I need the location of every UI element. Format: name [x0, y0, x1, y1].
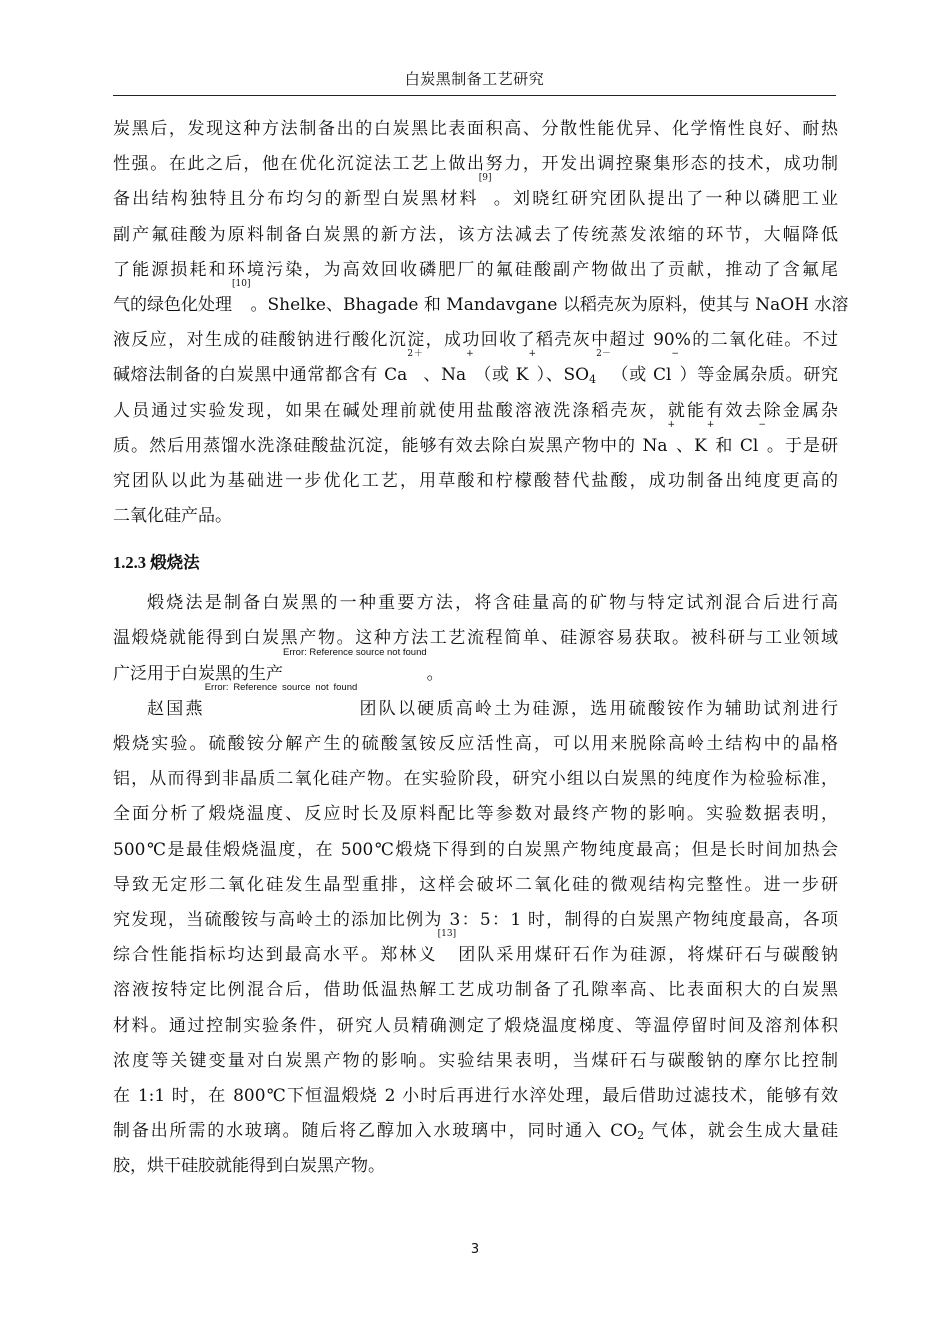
text-line: 炭黑后，发现这种方法制备出的白炭黑比表面积高、分散性能优异、化学惰性良好、耐热 — [113, 119, 838, 139]
text-line: 究发现，当硫酸铵与高岭土的添加比例为 3：5：1 时，制得的白炭黑产物纯度最高，各项 — [113, 909, 838, 930]
paragraph-precipitation-continued — [113, 112, 849, 534]
text-line: 广泛用于白炭黑的生产$^{Error: Reference source not found}$。 — [113, 646, 444, 684]
section-heading: 1.2.3 煅烧法 — [113, 553, 200, 573]
text-line: 制备出所需的水玻璃。随后将乙醇加入水玻璃中，同时通入 $CO_2$ 气体，就会生成大量硅 — [113, 1121, 838, 1143]
text-line: 性强。在此之后，他在优化沉淀法工艺上做出努力，开发出调控聚集形态的技术，成功制 — [113, 154, 838, 175]
text-line: 质。然后用蒸馏水洗涤硅酸盐沉淀，能够有效去除白炭黑产物中的 Na+、K+和 Cl−。于是研 — [113, 419, 839, 456]
text-line: 了能源损耗和环境污染，为高效回收磷肥厂的氟硅酸副产物做出了贡献，推动了含氟尾 — [113, 259, 838, 280]
running-header: 白炭黑制备工艺研究 — [404, 70, 545, 88]
text-line: 液反应，对生成的硅酸钠进行酸化沉淀，成功回收了稻壳灰中超过 90%的二氧化硅。不过 — [113, 330, 838, 351]
text-line: 赵国燕$^{Error: Reference source not found}$团队以硬质高岭土为硅源，选用硫酸铵作为辅助试剂进行 — [147, 681, 839, 719]
text-line: 煅烧实验。硫酸铵分解产生的硫酸氢铵反应活性高，可以用来脱除高岭土结构中的晶格 — [113, 734, 838, 754]
text-line: 浓度等关键变量对白炭黑产物的影响。实验结果表明，当煤矸石与碳酸钠的摩尔比控制 — [113, 1050, 838, 1071]
citation-ref[interactable]: [9] — [478, 173, 492, 184]
text-line: 副产氟硅酸为原料制备白炭黑的新方法，该方法减去了传统蒸发浓缩的环节，大幅降低 — [113, 224, 838, 245]
header-rule — [113, 95, 836, 96]
page-number: 3 — [470, 1242, 480, 1257]
text-line: 煅烧法是制备白炭黑的一种重要方法，将含硅量高的矿物与特定试剂混合后进行高 — [147, 593, 838, 614]
text-line: 温煅烧就能得到白炭黑产物。这种方法工艺流程简单、硅源容易获取。被科研与工业领域 — [113, 628, 838, 649]
text-line: 人员通过实验发现，如果在碱处理前就使用盐酸溶液洗涤稻壳灰，就能有效去除金属杂 — [113, 400, 838, 421]
text-line: 材料。通过控制实验条件，研究人员精确测定了煅烧温度梯度、等温停留时间及溶剂体积 — [113, 1015, 838, 1036]
text-line: 胶，烘干硅胶就能得到白炭黑产物。 — [113, 1156, 385, 1177]
text-line: 500℃是最佳煅烧温度，在 500℃煅烧下得到的白炭黑产物纯度最高；但是长时间加热会 — [113, 839, 838, 860]
text-line: 碱熔法制备的白炭黑中通常都含有 $Ca^{2+}$、Na+（或 K+）、$SO_4^{2-}$（或 Cl−）等金属杂质。研究 — [113, 349, 838, 387]
text-line: 综合性能指标均达到最高水平。郑林义[13]团队采用煤矸石作为硅源，将煤矸石与碳酸钠 — [113, 929, 839, 966]
text-line: 二氧化硅产品。 — [113, 506, 232, 527]
citation-ref[interactable]: [13] — [437, 929, 457, 940]
document-body — [113, 112, 849, 1184]
text-line: 全面分析了煅烧温度、反应时长及原料配比等参数对最终产物的影响。实验数据表明， — [113, 804, 838, 825]
text-line: 铝，从而得到非晶质二氧化硅产物。在实验阶段，研究小组以白炭黑的纯度作为检验标准， — [113, 769, 838, 790]
broken-reference[interactable]: Error: Reference source not found — [283, 646, 427, 658]
broken-reference[interactable]: Error: Reference source not found — [204, 681, 358, 693]
paragraph-calcination-studies — [113, 681, 839, 1185]
text-line: 究团队以此为基础进一步优化工艺，用草酸和柠檬酸替代盐酸，成功制备出纯度更高的 — [113, 470, 838, 491]
text-line: 在 1:1 时，在 800℃下恒温煅烧 2 小时后再进行水淬处理，最后借助过滤技术，能够有效 — [113, 1085, 838, 1106]
text-line: 溶液按特定比例混合后，借助低温热解工艺成功制备了孔隙率高、比表面积大的白炭黑 — [113, 980, 838, 1001]
text-line: 气的绿色化处理[10]。Shelke、Bhagade 和 Mandavgane 以稻壳灰为原料，使其与 NaOH 水溶 — [113, 278, 849, 315]
text-line: 备出结构独特且分布均匀的新型白炭黑材料[9]。刘晓红研究团队提出了一种以磷肥工业 — [113, 173, 838, 210]
citation-ref[interactable]: [10] — [232, 278, 251, 289]
paragraph-calcination-intro — [113, 586, 838, 692]
text-line: 导致无定形二氧化硅发生晶型重排，这样会破坏二氧化硅的微观结构完整性。进一步研 — [113, 874, 838, 895]
